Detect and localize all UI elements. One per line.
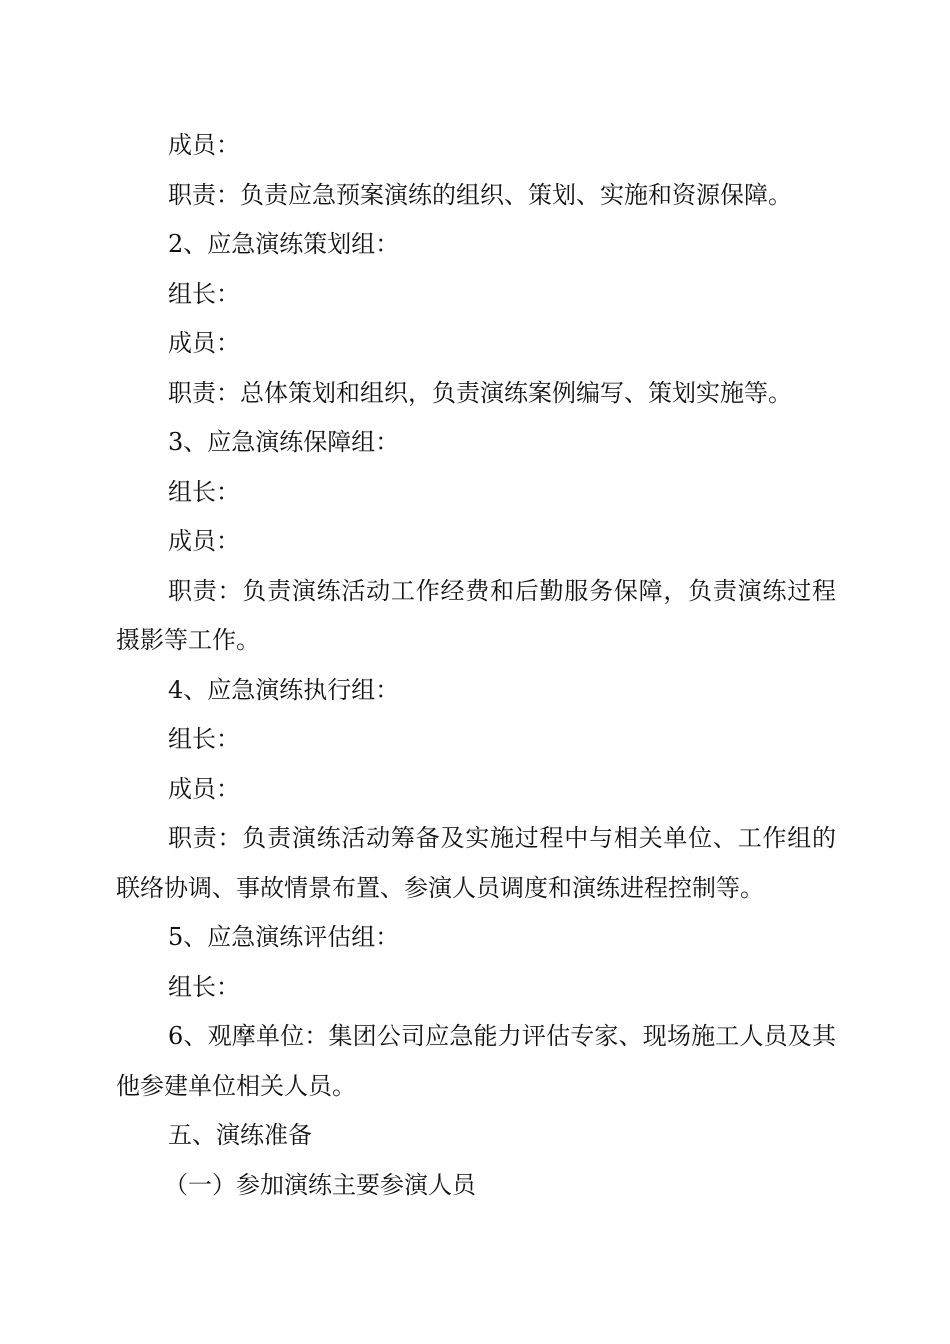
paragraph-leader-5: 组长： [168, 972, 240, 1001]
paragraph-members-3: 成员： [168, 527, 240, 555]
paragraph-members-1: 成员： [168, 131, 240, 159]
document-body [116, 121, 836, 1210]
heading-section-five: 五、演练准备 [168, 1121, 312, 1149]
paragraph-duty-3: 职责：负责演练活动工作经费和后勤服务保障，负责演练过程摄影等工作。 [116, 576, 836, 654]
paragraph-members-2: 成员： [168, 329, 240, 357]
paragraph-leader-4: 组长： [168, 725, 240, 753]
heading-support-group: 3、应急演练保障组： [168, 428, 400, 456]
paragraph-leader-2: 组长： [168, 279, 240, 308]
paragraph-leader-3: 组长： [168, 477, 240, 506]
paragraph-duty-4: 职责：负责演练活动筹备及实施过程中与相关单位、工作组的联络协调、事故情景布置、参演人员调度和演练进程控制等。 [116, 824, 836, 902]
heading-evaluation-group: 5、应急演练评估组： [168, 923, 400, 951]
heading-subsection-one: （一）参加演练主要参演人员 [164, 1170, 476, 1199]
paragraph-duty-1: 职责：负责应急预案演练的组织、策划、实施和资源保障。 [168, 180, 792, 209]
paragraph-duty-2: 职责：总体策划和组织，负责演练案例编写、策划实施等。 [168, 378, 792, 407]
paragraph-observers: 6、观摩单位：集团公司应急能力评估专家、现场施工人员及其他参建单位相关人员。 [116, 1022, 836, 1100]
paragraph-members-4: 成员： [168, 774, 240, 803]
heading-planning-group: 2、应急演练策划组： [168, 230, 400, 258]
heading-execution-group: 4、应急演练执行组： [168, 675, 400, 704]
